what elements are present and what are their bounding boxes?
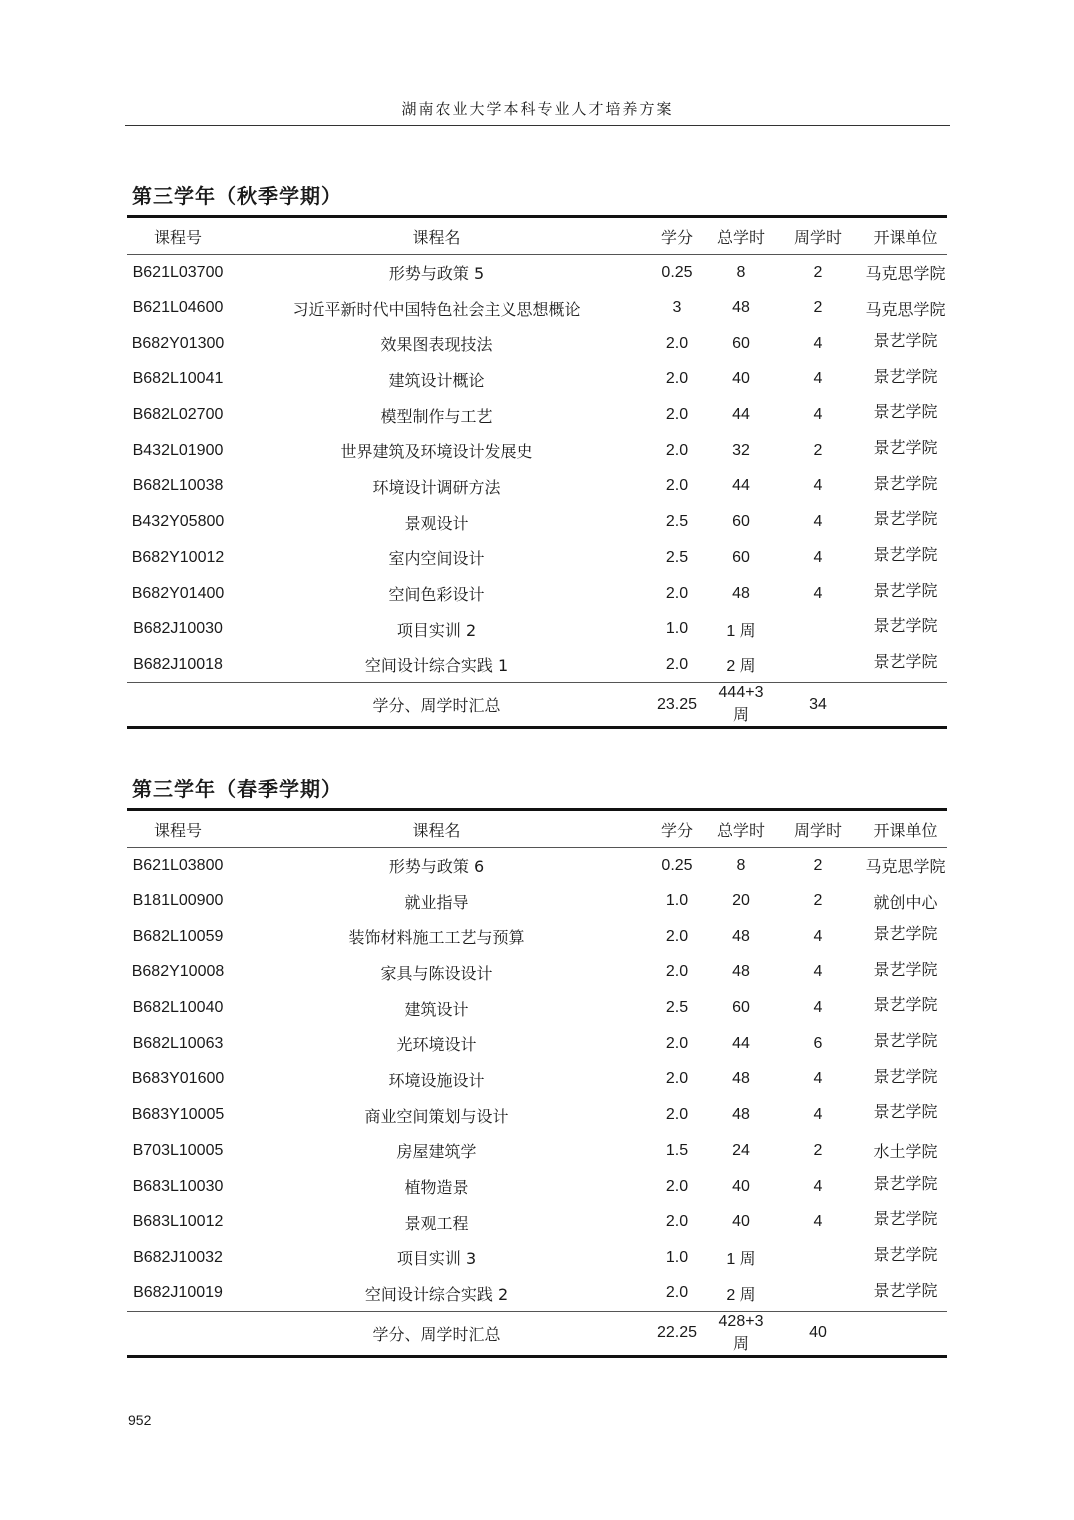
course-code: B181L00900	[132, 892, 224, 910]
total-label: 学分、周学时汇总	[229, 1311, 644, 1356]
weekly-hours	[772, 611, 864, 647]
weekly-hours: 4	[813, 1070, 823, 1088]
total-hours: 44	[732, 1034, 750, 1052]
department: 景艺学院	[873, 1245, 938, 1265]
total-hours: 1 周	[726, 1251, 756, 1269]
total-hours: 40	[732, 370, 750, 388]
department: 马克思学院	[865, 857, 946, 877]
course-code: B682L10040	[132, 999, 224, 1017]
total-hours: 8	[736, 263, 746, 281]
course-name: 空间色彩设计	[388, 585, 485, 605]
weekly-hours: 2	[813, 856, 823, 874]
course-name: 环境设施设计	[388, 1070, 485, 1090]
credits: 2.0	[665, 1177, 689, 1195]
department: 景艺学院	[873, 330, 938, 350]
total-hours: 48	[732, 299, 750, 317]
department: 马克思学院	[865, 299, 946, 319]
course-name: 景观工程	[404, 1213, 469, 1233]
course-name: 环境设计调研方法	[372, 477, 501, 497]
department: 景艺学院	[873, 1102, 938, 1122]
total-label: 学分、周学时汇总	[229, 683, 644, 728]
course-name: 效果图表现技法	[380, 335, 493, 355]
course-name: 空间设计综合实践 2	[364, 1284, 509, 1304]
department: 景艺学院	[873, 1173, 938, 1193]
department: 景艺学院	[873, 1209, 938, 1229]
course-code: B432L01900	[132, 441, 224, 459]
table-row	[127, 1240, 947, 1276]
course-name: 项目实训 2	[396, 620, 477, 640]
course-code: B682J10032	[133, 1248, 223, 1266]
col-header-department: 开课单位	[864, 810, 947, 848]
department: 景艺学院	[873, 580, 938, 600]
department: 景艺学院	[873, 1066, 938, 1086]
col-header-total-hours: 总学时	[710, 217, 772, 255]
col-header-code: 课程号	[127, 217, 229, 255]
table-row	[127, 290, 947, 326]
total-hours: 428+3 周	[710, 1311, 772, 1356]
table-header-row	[127, 217, 947, 255]
course-code: B621L04600	[132, 299, 224, 317]
weekly-hours: 2	[813, 1141, 823, 1159]
col-header-name: 课程名	[229, 217, 644, 255]
total-hours: 44	[732, 477, 750, 495]
course-code: B682J10030	[133, 620, 223, 638]
department: 水土学院	[873, 1142, 938, 1162]
total-hours: 40	[732, 1213, 750, 1231]
weekly-hours: 4	[813, 999, 823, 1017]
credits: 2.0	[665, 406, 689, 424]
course-code: B621L03700	[132, 263, 224, 281]
total-hours: 48	[732, 927, 750, 945]
weekly-hours: 4	[813, 370, 823, 388]
department: 景艺学院	[873, 616, 938, 636]
total-hours: 44	[732, 406, 750, 424]
total-hours: 24	[732, 1141, 750, 1159]
course-name: 世界建筑及环境设计发展史	[340, 442, 533, 462]
total-hours: 2 周	[726, 1286, 756, 1304]
col-header-name: 课程名	[229, 810, 644, 848]
total-hours: 48	[732, 1070, 750, 1088]
total-hours: 1 周	[726, 622, 756, 640]
credits: 2.0	[665, 927, 689, 945]
course-code: B682L10059	[132, 927, 224, 945]
course-name: 建筑设计	[404, 999, 469, 1019]
course-name: 形势与政策 6	[388, 857, 485, 877]
spring-total-row	[127, 1311, 947, 1356]
weekly-hours	[772, 1276, 864, 1312]
total-hours: 40	[732, 1177, 750, 1195]
table-row	[127, 504, 947, 540]
table-row	[127, 1204, 947, 1240]
weekly-hours	[772, 1240, 864, 1276]
autumn-rows	[127, 255, 947, 683]
credits: 2.5	[665, 513, 689, 531]
course-code: B703L10005	[132, 1141, 224, 1159]
table-row	[127, 611, 947, 647]
credits: 2.0	[665, 370, 689, 388]
total-hours: 60	[732, 999, 750, 1017]
autumn-semester-title: 第三学年（秋季学期）	[132, 184, 342, 208]
credits: 2.0	[665, 1213, 689, 1231]
col-header-total-hours: 总学时	[710, 810, 772, 848]
total-hours: 20	[732, 892, 750, 910]
table-row	[127, 326, 947, 362]
department: 景艺学院	[873, 1030, 938, 1050]
table-row	[127, 576, 947, 612]
credits: 2.0	[665, 963, 689, 981]
credits: 1.0	[665, 1248, 689, 1266]
department: 景艺学院	[873, 366, 938, 386]
department: 就创中心	[873, 892, 938, 912]
total-hours: 444+3 周	[710, 683, 772, 728]
course-name: 模型制作与工艺	[380, 406, 493, 426]
weekly-hours: 2	[813, 892, 823, 910]
credits: 2.0	[665, 477, 689, 495]
total-hours: 2 周	[726, 658, 756, 676]
spring-semester-title: 第三学年（春季学期）	[132, 777, 342, 801]
total-hours: 60	[732, 513, 750, 531]
total-hours: 48	[732, 584, 750, 602]
credits: 1.5	[665, 1141, 689, 1159]
department: 景艺学院	[873, 1280, 938, 1300]
weekly-hours: 6	[813, 1034, 823, 1052]
course-code: B683Y10005	[131, 1106, 225, 1124]
weekly-hours: 4	[813, 1177, 823, 1195]
department: 景艺学院	[873, 402, 938, 422]
autumn-course-table	[127, 215, 947, 729]
spring-course-table	[127, 808, 947, 1358]
weekly-hours: 4	[813, 548, 823, 566]
course-code: B682Y01300	[131, 334, 225, 352]
credits: 2.0	[665, 584, 689, 602]
department: 景艺学院	[873, 545, 938, 564]
course-code: B682L10063	[132, 1034, 224, 1052]
department: 景艺学院	[873, 959, 938, 979]
table-row	[127, 647, 947, 683]
total-hours: 48	[732, 963, 750, 981]
department: 景艺学院	[873, 995, 938, 1015]
department: 马克思学院	[865, 264, 946, 284]
table-row	[127, 919, 947, 955]
spring-rows	[127, 848, 947, 1312]
total-hours: 60	[732, 334, 750, 352]
total-hours: 60	[732, 548, 750, 566]
credits: 2.0	[665, 1070, 689, 1088]
table-row	[127, 255, 947, 291]
weekly-hours: 4	[813, 1106, 823, 1124]
credits: 2.0	[665, 1106, 689, 1124]
weekly-hours: 2	[813, 441, 823, 459]
weekly-hours: 4	[813, 477, 823, 495]
page-number: 952	[128, 1412, 152, 1428]
department: 景艺学院	[873, 509, 938, 529]
course-code: B682L02700	[132, 406, 224, 424]
table-row	[127, 955, 947, 991]
total-weekly: 34	[772, 683, 864, 728]
department: 景艺学院	[873, 437, 938, 457]
course-code: B682J10019	[133, 1284, 223, 1302]
course-name: 植物造景	[404, 1178, 469, 1198]
weekly-hours: 4	[813, 334, 823, 352]
course-code: B621L03800	[132, 856, 224, 874]
weekly-hours: 2	[813, 263, 823, 281]
col-header-code: 课程号	[127, 810, 229, 848]
credits: 1.0	[665, 620, 689, 638]
table-row	[127, 1062, 947, 1098]
table-row	[127, 848, 947, 884]
credits: 2.0	[665, 441, 689, 459]
table-row	[127, 990, 947, 1026]
table-row	[127, 469, 947, 505]
course-code: B683Y01600	[131, 1070, 225, 1088]
total-credits: 22.25	[644, 1311, 710, 1356]
department: 景艺学院	[873, 652, 938, 672]
table-row	[127, 1169, 947, 1205]
course-name: 就业指导	[404, 892, 469, 912]
table-row	[127, 883, 947, 919]
course-code: B682J10018	[133, 655, 223, 673]
weekly-hours	[772, 647, 864, 683]
total-hours: 48	[732, 1106, 750, 1124]
course-name: 商业空间策划与设计	[364, 1106, 509, 1126]
credits: 2.0	[665, 1284, 689, 1302]
course-name: 光环境设计	[396, 1035, 477, 1055]
weekly-hours: 4	[813, 513, 823, 531]
credits: 2.0	[665, 334, 689, 352]
col-header-credits: 学分	[644, 217, 710, 255]
col-header-credits: 学分	[644, 810, 710, 848]
course-code: B682Y10008	[131, 963, 225, 981]
credits: 2.0	[665, 1034, 689, 1052]
credits: 0.25	[661, 856, 693, 874]
course-name: 家具与陈设设计	[380, 963, 493, 983]
course-code: B432Y05800	[131, 513, 225, 531]
course-name: 形势与政策 5	[388, 264, 485, 284]
course-name: 室内空间设计	[388, 549, 485, 569]
department: 景艺学院	[873, 923, 938, 943]
weekly-hours: 4	[813, 1213, 823, 1231]
credits: 2.5	[665, 999, 689, 1017]
credits: 2.0	[665, 655, 689, 673]
course-code: B682L10038	[132, 477, 224, 495]
weekly-hours: 4	[813, 406, 823, 424]
table-row	[127, 397, 947, 433]
course-name: 装饰材料施工工艺与预算	[348, 928, 525, 948]
table-row	[127, 1097, 947, 1133]
table-row	[127, 540, 947, 576]
credits: 1.0	[665, 892, 689, 910]
page-header: 湖南农业大学本科专业人才培养方案	[125, 98, 950, 126]
table-row	[127, 1276, 947, 1312]
department: 景艺学院	[873, 473, 938, 493]
course-name: 建筑设计概论	[388, 370, 485, 390]
course-code: B682Y10012	[131, 548, 225, 566]
total-weekly: 40	[772, 1311, 864, 1356]
course-code: B683L10030	[132, 1177, 224, 1195]
weekly-hours: 4	[813, 963, 823, 981]
course-code: B682Y01400	[131, 584, 225, 602]
col-header-weekly-hours: 周学时	[772, 217, 864, 255]
total-hours: 8	[736, 856, 746, 874]
course-code: B683L10012	[132, 1213, 224, 1231]
table-row	[127, 433, 947, 469]
autumn-total-row	[127, 683, 947, 728]
table-row	[127, 1026, 947, 1062]
course-name: 空间设计综合实践 1	[364, 656, 509, 676]
course-name: 项目实训 3	[396, 1249, 477, 1269]
course-name: 房屋建筑学	[396, 1142, 477, 1162]
course-code: B682L10041	[132, 370, 224, 388]
credits: 2.5	[665, 548, 689, 566]
credits: 0.25	[661, 263, 693, 281]
weekly-hours: 4	[813, 584, 823, 602]
credits: 3	[672, 299, 682, 317]
col-header-department: 开课单位	[864, 217, 947, 255]
col-header-weekly-hours: 周学时	[772, 810, 864, 848]
weekly-hours: 2	[813, 299, 823, 317]
total-hours: 32	[732, 441, 750, 459]
total-credits: 23.25	[644, 683, 710, 728]
table-row	[127, 1133, 947, 1169]
weekly-hours: 4	[813, 927, 823, 945]
table-row	[127, 362, 947, 398]
course-name: 习近平新时代中国特色社会主义思想概论	[292, 299, 581, 319]
course-name: 景观设计	[404, 513, 469, 533]
table-header-row	[127, 810, 947, 848]
